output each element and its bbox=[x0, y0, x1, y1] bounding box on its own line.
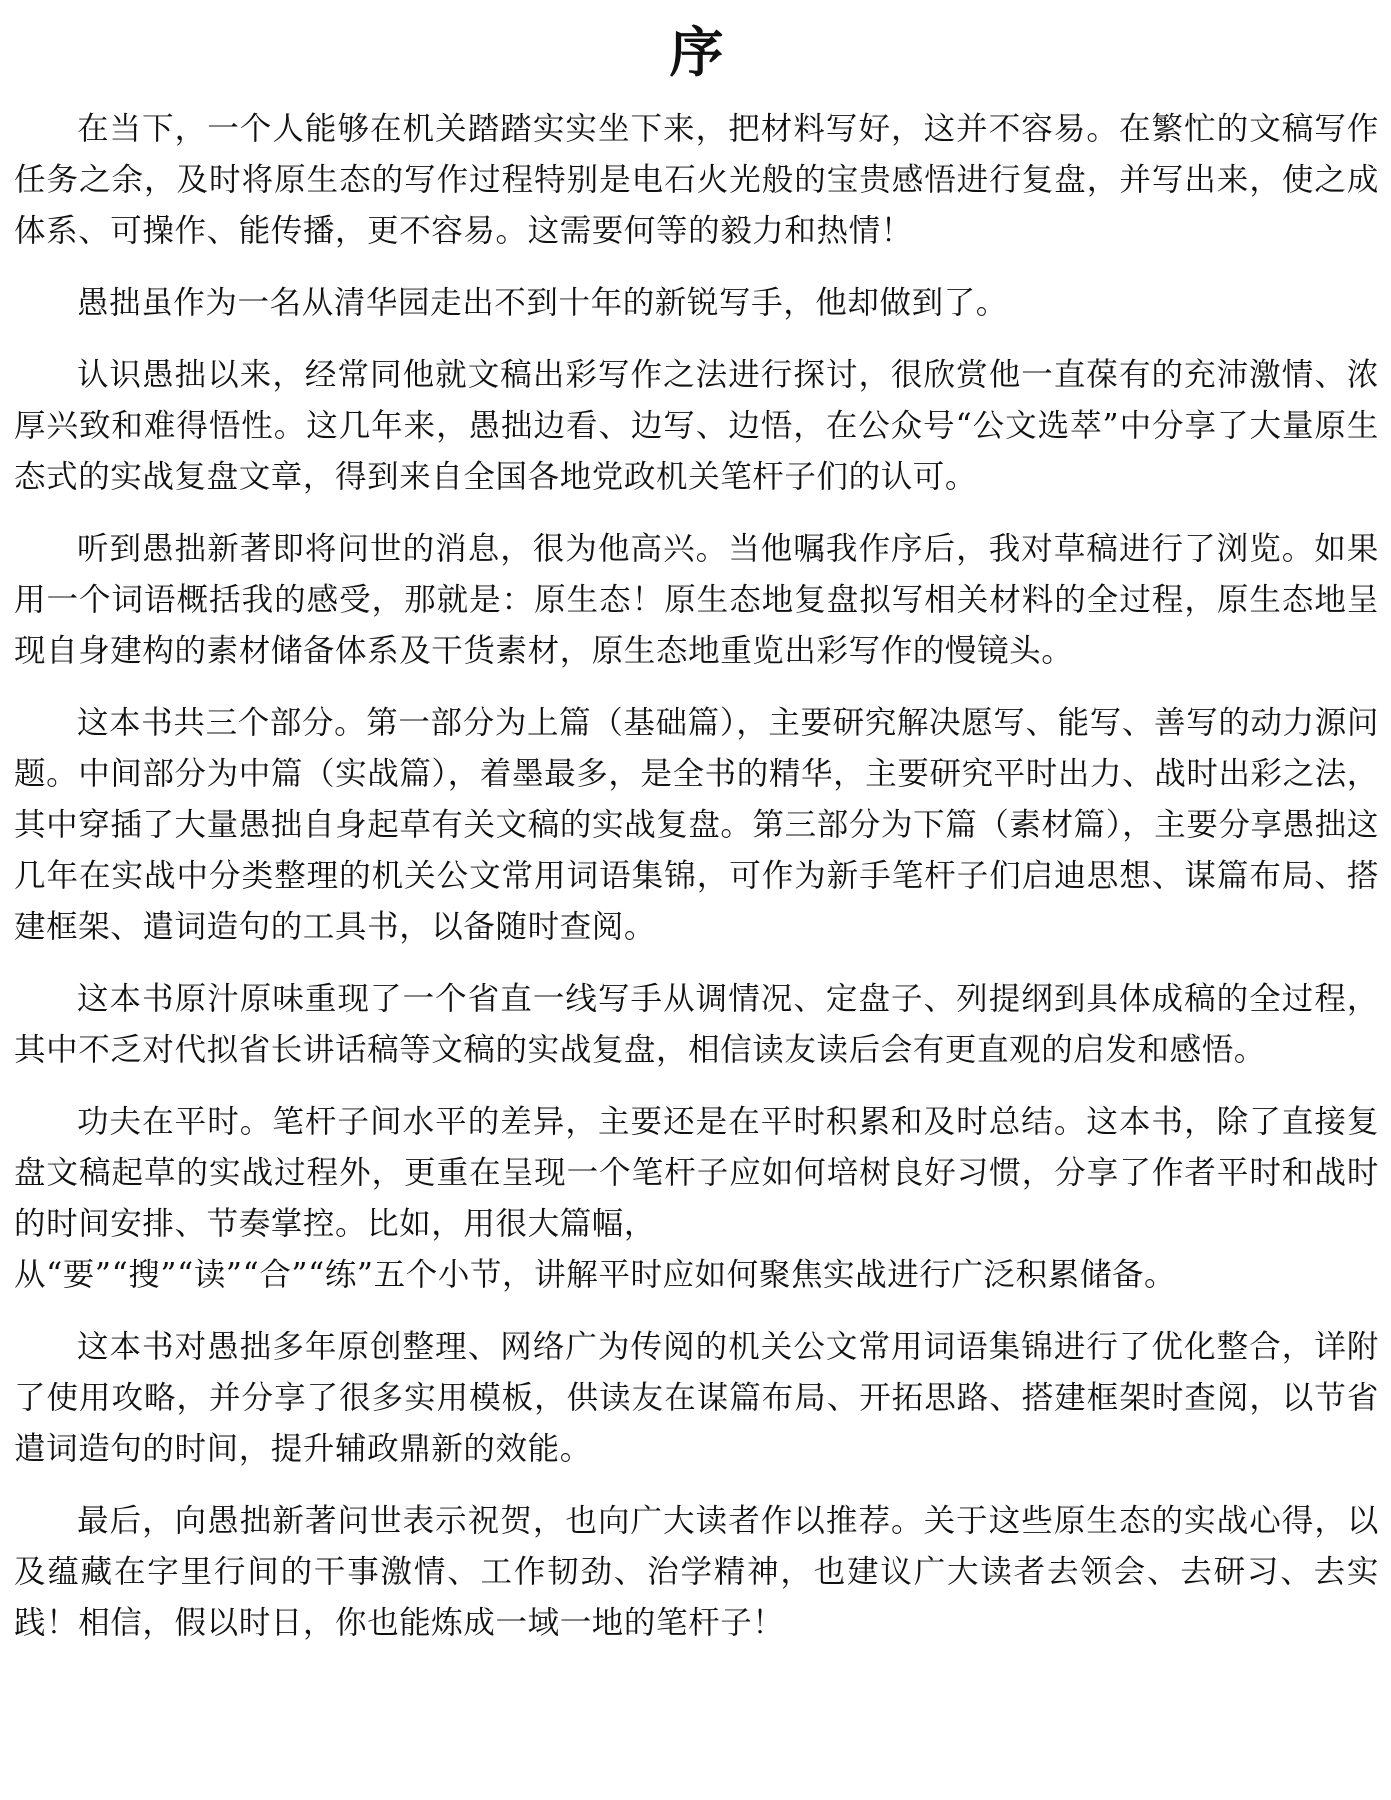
paragraph-7-text: 功夫在平时。笔杆子间水平的差异，主要还是在平时积累和及时总结。这本书，除了直接复盘文稿起草的实战过程外，更重在呈现一个笔杆子应如何培树良好习惯，分享了作者平时和战时的时间安排、节奏掌控。比如，用很大篇幅， bbox=[14, 1104, 1379, 1242]
page-title: 序 bbox=[669, 21, 724, 84]
paragraph-5: 这本书共三个部分。第一部分为上篇（基础篇），主要研究解决愿写、能写、善写的动力源问题。中间部分为中篇（实战篇），着墨最多，是全书的精华，主要研究平时出力、战时出彩之法，其中穿插了大量愚拙自身起草有关文稿的实战复盘。第三部分为下篇（素材篇），主要分享愚拙这几年在实战中分类整理的机关公文常用词语集锦，可作为新手笔杆子们启迪思想、谋篇布局、搭建框架、遣词造句的工具书，以备随时查阅。 bbox=[14, 705, 1379, 945]
paragraph-7 bbox=[14, 1097, 1379, 1301]
paragraph-7-continuation: 从“要”“搜”“读”“合”“练”五个小节，讲解平时应如何聚焦实战进行广泛积累储备。 bbox=[14, 1257, 1177, 1293]
paragraph-2: 愚拙虽作为一名从清华园走出不到十年的新锐写手，他却做到了。 bbox=[77, 285, 1008, 321]
paragraph-4: 听到愚拙新著即将问世的消息，很为他高兴。当他嘱我作序后，我对草稿进行了浏览。如果用一个词语概括我的感受，那就是：原生态！原生态地复盘拟写相关材料的全过程，原生态地呈现自身建构的素材储备体系及干货素材，原生态地重览出彩写作的慢镜头。 bbox=[14, 531, 1379, 669]
paragraph-3: 认识愚拙以来，经常同他就文稿出彩写作之法进行探讨，很欣赏他一直葆有的充沛激情、浓厚兴致和难得悟性。这几年来，愚拙边看、边写、边悟，在公众号“公文选萃”中分享了大量原生态式的实战复盘文章，得到来自全国各地党政机关笔杆子们的认可。 bbox=[14, 357, 1379, 495]
paragraph-1: 在当下，一个人能够在机关踏踏实实坐下来，把材料写好，这并不容易。在繁忙的文稿写作任务之余，及时将原生态的写作过程特别是电石火光般的宝贵感悟进行复盘，并写出来，使之成体系、可操作、能传播，更不容易。这需要何等的毅力和热情！ bbox=[14, 111, 1379, 249]
paragraph-9: 最后，向愚拙新著问世表示祝贺，也向广大读者作以推荐。关于这些原生态的实战心得，以及蕴藏在字里行间的干事激情、工作韧劲、治学精神，也建议广大读者去领会、去研习、去实践！相信，假以时日，你也能炼成一域一地的笔杆子！ bbox=[14, 1503, 1379, 1641]
paragraph-6: 这本书原汁原味重现了一个省直一线写手从调情况、定盘子、列提纲到具体成稿的全过程，其中不乏对代拟省长讲话稿等文稿的实战复盘，相信读友读后会有更直观的启发和感悟。 bbox=[14, 981, 1379, 1068]
paragraph-8: 这本书对愚拙多年原创整理、网络广为传阅的机关公文常用词语集锦进行了优化整合，详附了使用攻略，并分享了很多实用模板，供读友在谋篇布局、开拓思路、搭建框架时查阅，以节省遣词造句的时间，提升辅政鼎新的效能。 bbox=[14, 1329, 1379, 1467]
